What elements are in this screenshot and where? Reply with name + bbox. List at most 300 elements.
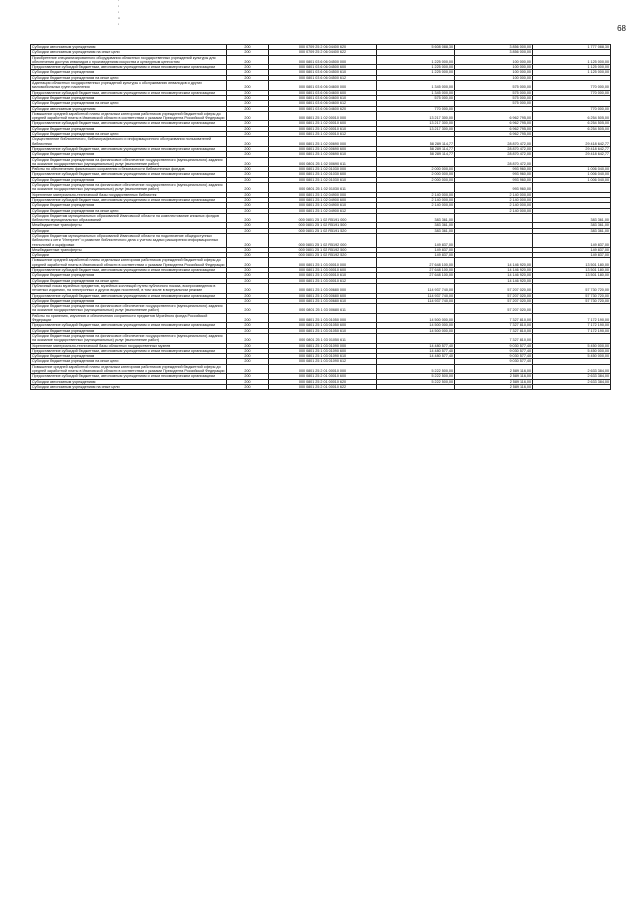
row-executed: 28 870 472,00 — [455, 146, 533, 151]
row-unexecuted: 149 837,00 — [533, 253, 611, 258]
row-unexecuted: 13 501 180,00 — [533, 273, 611, 278]
row-admin-code: 200 — [227, 152, 269, 157]
row-name: Повышение средней заработной платы отдельным категориям работников учреждений бюджетной сферы до средней заработной платы в Ивановской области в соответствии с указами Президента Российской Федерации — [31, 111, 227, 121]
row-approved: 14 480 577,40 — [377, 354, 455, 359]
row-approved: 13 217 300,00 — [377, 111, 455, 121]
table-row — [31, 197, 611, 202]
row-approved: 149 837,00 — [377, 253, 455, 258]
row-name: Субсидии автономным учреждениям на иные цели — [31, 50, 227, 55]
row-admin-code: 200 — [227, 137, 269, 147]
row-approved: 1 225 000,00 — [377, 65, 455, 70]
row-admin-code: 200 — [227, 364, 269, 374]
row-budget-code: 000 0801 25 1 03 00680 610 — [269, 298, 377, 303]
row-unexecuted: 5 450 000,00 — [533, 354, 611, 359]
row-approved: 575 000,00 — [377, 95, 455, 100]
row-unexecuted: 57 730 720,00 — [533, 298, 611, 303]
row-name: Повышение средней заработной платы отдельным категориям работников учреждений бюджетной сферы до средней заработной платы в Ивановской области в соответствии с указами Президента Российской Федерации — [31, 364, 227, 374]
row-name: Субсидии бюджетным учреждениям на иные цели — [31, 208, 227, 213]
row-approved: 770 000,00 — [377, 106, 455, 111]
row-name: Предоставление субсидий бюджетным, автономным учреждениям и иным некоммерческим организациям — [31, 374, 227, 379]
row-unexecuted: 770 000,00 — [533, 90, 611, 95]
row-approved: 58 289 114,77 — [377, 146, 455, 151]
row-unexecuted: 29 418 642,77 — [533, 152, 611, 157]
row-approved: 2 000 000,00 — [377, 172, 455, 177]
row-executed: 57 207 020,00 — [455, 293, 533, 298]
row-unexecuted: 1 777 088,30 — [533, 45, 611, 50]
row-admin-code: 200 — [227, 157, 269, 167]
table-row — [31, 293, 611, 298]
row-unexecuted: 383 361,00 — [533, 223, 611, 228]
table-row — [31, 233, 611, 247]
row-budget-code: 000 0801 25 1 02 04900 600 — [269, 197, 377, 202]
row-name: Предоставление субсидий бюджетным, автономным учреждениям и иным некоммерческим организациям — [31, 197, 227, 202]
row-budget-code: 000 0801 25 2 01 00010 622 — [269, 384, 377, 389]
table-row — [31, 146, 611, 151]
row-admin-code: 200 — [227, 304, 269, 314]
row-admin-code: 200 — [227, 213, 269, 223]
row-budget-code: 000 0801 25 1 02 00690 610 — [269, 152, 377, 157]
row-name: Субсидии бюджетным учреждениям — [31, 328, 227, 333]
row-executed: 2 140 000,00 — [455, 208, 533, 213]
row-executed: 57 207 020,00 — [455, 304, 533, 314]
row-unexecuted: 1 125 000,00 — [533, 55, 611, 65]
table-row — [31, 192, 611, 197]
table-row — [31, 167, 611, 172]
row-executed: 3 856 000,00 — [455, 45, 533, 50]
row-admin-code: 200 — [227, 283, 269, 293]
row-executed: 57 207 020,00 — [455, 298, 533, 303]
row-executed: 100 000,00 — [455, 65, 533, 70]
row-budget-code: 000 0801 25 1 03 01050 610 — [269, 328, 377, 333]
row-name: Субсидии бюджетным учреждениям — [31, 95, 227, 100]
row-approved: 114 937 740,00 — [377, 298, 455, 303]
row-unexecuted: 770 000,00 — [533, 106, 611, 111]
table-row — [31, 323, 611, 328]
row-budget-code: 000 0801 25 1 03 01090 000 — [269, 343, 377, 348]
row-approved: 58 289 114,77 — [377, 152, 455, 157]
row-approved: 149 837,00 — [377, 233, 455, 247]
row-unexecuted: 2 633 384,00 — [533, 364, 611, 374]
row-name: Предоставление субсидий бюджетным, автономным учреждениям и иным некоммерческим организациям — [31, 65, 227, 70]
row-admin-code: 200 — [227, 328, 269, 333]
row-approved: 2 140 000,00 — [377, 197, 455, 202]
row-approved: 5 222 500,00 — [377, 374, 455, 379]
row-admin-code: 200 — [227, 298, 269, 303]
table-row — [31, 208, 611, 213]
row-admin-code: 200 — [227, 81, 269, 91]
row-executed: 2 589 116,00 — [455, 374, 533, 379]
row-budget-code: 000 0801 25 1 03 00680 000 — [269, 283, 377, 293]
row-executed: 2 140 000,00 — [455, 192, 533, 197]
row-budget-code: 000 0801 03 6 06 04600 620 — [269, 106, 377, 111]
row-unexecuted: 29 418 642,77 — [533, 137, 611, 147]
row-budget-code: 000 0801 25 1 03 01090 600 — [269, 348, 377, 353]
row-name: Субсидии автономным учреждениям на иные цели — [31, 384, 227, 389]
row-approved: 14 480 577,40 — [377, 348, 455, 353]
row-budget-code: 000 0801 03 6 06 04600 610 — [269, 95, 377, 100]
row-unexecuted: 149 837,00 — [533, 247, 611, 252]
row-admin-code: 200 — [227, 258, 269, 268]
row-name: Субсидии бюджетным учреждениям на финансовое обеспечение государственного (муниципального) задания на оказание государственных (муниципальных) услуг (выполнение работ) — [31, 333, 227, 343]
row-name: Субсидии — [31, 253, 227, 258]
row-budget-code: 000 0801 25 1 02 R5191 520 — [269, 228, 377, 233]
row-budget-code: 000 0801 25 1 03 00010 610 — [269, 273, 377, 278]
budget-table — [30, 44, 611, 390]
row-approved: 14 500 000,00 — [377, 328, 455, 333]
row-admin-code: 200 — [227, 223, 269, 228]
row-budget-code: 000 0801 25 1 02 01030 600 — [269, 172, 377, 177]
row-approved: 14 480 577,40 — [377, 343, 455, 348]
table-row — [31, 364, 611, 374]
row-name: Предоставление субсидий бюджетным, автономным учреждениям и иным некоммерческим организациям — [31, 172, 227, 177]
row-executed: 2 140 000,00 — [455, 197, 533, 202]
row-executed: 9 030 577,40 — [455, 343, 533, 348]
row-executed: 14 146 920,00 — [455, 268, 533, 273]
row-admin-code: 200 — [227, 167, 269, 172]
table-row — [31, 333, 611, 343]
row-budget-code: 000 0801 25 1 03 01050 611 — [269, 333, 377, 343]
table-row — [31, 81, 611, 91]
row-unexecuted: 2 633 384,00 — [533, 374, 611, 379]
row-admin-code: 200 — [227, 374, 269, 379]
row-budget-code: 000 0801 25 1 02 00010 600 — [269, 121, 377, 126]
table-row — [31, 132, 611, 137]
row-budget-code: 000 0709 25 2 06 04400 622 — [269, 50, 377, 55]
row-name: Публичный показ музейных предметов, музейных коллекций путем публичного показа, воспроизведения в печатных изданиях, на электронных и других видах носителей, в том числе в виртуальном режиме — [31, 283, 227, 293]
row-approved: 2 140 000,00 — [377, 203, 455, 208]
row-executed: 7 327 810,00 — [455, 323, 533, 328]
row-admin-code: 200 — [227, 348, 269, 353]
row-admin-code: 200 — [227, 132, 269, 137]
row-admin-code: 200 — [227, 101, 269, 106]
row-unexecuted: 1 006 040,00 — [533, 172, 611, 177]
scan-marks: ' ' ' '' ' — [118, 0, 121, 30]
row-admin-code: 200 — [227, 354, 269, 359]
row-budget-code: 000 0801 25 1 02 R5192 500 — [269, 247, 377, 252]
row-admin-code: 200 — [227, 323, 269, 328]
row-name: Предоставление субсидий бюджетным, автономным учреждениям и иным некоммерческим организациям — [31, 348, 227, 353]
row-name: Субсидии бюджетным учреждениям на иные цели — [31, 278, 227, 283]
row-admin-code: 200 — [227, 359, 269, 364]
table-row — [31, 384, 611, 389]
row-approved: 1 345 000,00 — [377, 90, 455, 95]
row-budget-code: 000 0801 03 6 06 04600 612 — [269, 101, 377, 106]
row-name: Адаптация областных государственных учреждений культуры к обслуживанию инвалидов и других маломобильных групп населения — [31, 81, 227, 91]
row-budget-code: 000 0801 25 1 02 R5192 520 — [269, 253, 377, 258]
row-approved: 5 222 500,00 — [377, 379, 455, 384]
row-approved — [377, 183, 455, 193]
row-admin-code: 200 — [227, 253, 269, 258]
row-budget-code: 000 0801 25 1 03 01090 612 — [269, 359, 377, 364]
row-budget-code: 000 0801 25 1 02 04900 610 — [269, 203, 377, 208]
row-admin-code: 200 — [227, 126, 269, 131]
table-row — [31, 50, 611, 55]
table-row — [31, 258, 611, 268]
row-executed: 2 140 000,00 — [455, 203, 533, 208]
row-budget-code: 000 0801 25 2 01 00010 620 — [269, 379, 377, 384]
row-admin-code: 200 — [227, 106, 269, 111]
row-executed: 57 207 020,00 — [455, 283, 533, 293]
row-name: Субсидии бюджетным учреждениям на финансовое обеспечение государственного (муниципального) задания на оказание государственных (муниципальных) услуг (выполнение работ) — [31, 157, 227, 167]
row-admin-code: 200 — [227, 146, 269, 151]
row-name: Субсидии автономным учреждениям — [31, 45, 227, 50]
row-approved: 114 937 740,00 — [377, 293, 455, 298]
table-row — [31, 172, 611, 177]
page-number: 68 — [617, 24, 626, 33]
row-budget-code: 000 0801 03 6 06 04500 000 — [269, 55, 377, 65]
row-budget-code: 000 0801 03 6 06 04500 610 — [269, 70, 377, 75]
row-unexecuted: 5 450 000,00 — [533, 348, 611, 353]
row-budget-code: 000 0801 25 1 03 00010 600 — [269, 268, 377, 273]
row-budget-code: 000 0801 25 1 02 00690 600 — [269, 146, 377, 151]
row-budget-code: 000 0801 25 1 02 01030 000 — [269, 167, 377, 172]
row-unexecuted: 5 450 000,00 — [533, 343, 611, 348]
row-executed: 7 327 810,00 — [455, 333, 533, 343]
row-admin-code: 200 — [227, 293, 269, 298]
row-approved: 2 140 000,00 — [377, 192, 455, 197]
row-executed: 28 870 472,00 — [455, 152, 533, 157]
row-unexecuted — [533, 183, 611, 193]
row-executed: 6 962 795,00 — [455, 126, 533, 131]
row-budget-code: 000 0801 25 1 02 00690 000 — [269, 137, 377, 147]
table-row — [31, 157, 611, 167]
row-budget-code: 000 0801 03 6 06 04600 000 — [269, 81, 377, 91]
table-row — [31, 101, 611, 106]
row-unexecuted: 6 254 505,00 — [533, 121, 611, 126]
row-approved: 58 289 114,77 — [377, 137, 455, 147]
row-executed: 14 146 920,00 — [455, 278, 533, 283]
row-unexecuted: 383 361,00 — [533, 213, 611, 223]
row-unexecuted: 6 254 505,00 — [533, 126, 611, 131]
row-name: Приобретение специализированного оборудования областных государственных учреждений культуры для обеспечения доступа инвалидов к произведениям искусства и культурным ценностям — [31, 55, 227, 65]
row-admin-code: 200 — [227, 333, 269, 343]
row-budget-code: 000 0801 25 1 02 04900 000 — [269, 192, 377, 197]
row-unexecuted: 6 254 505,00 — [533, 111, 611, 121]
row-executed: 6 962 795,00 — [455, 111, 533, 121]
row-name: Межбюджетные трансферты — [31, 223, 227, 228]
row-executed: 3 856 000,00 — [455, 50, 533, 55]
row-executed: 575 000,00 — [455, 95, 533, 100]
row-admin-code: 200 — [227, 247, 269, 252]
table-row — [31, 65, 611, 70]
row-budget-code: 000 0801 25 1 03 01050 600 — [269, 323, 377, 328]
row-executed: 14 146 920,00 — [455, 273, 533, 278]
row-budget-code: 000 0801 25 1 03 00010 000 — [269, 258, 377, 268]
row-admin-code: 200 — [227, 343, 269, 348]
row-name: Субсидии бюджетным учреждениям — [31, 177, 227, 182]
table-row — [31, 283, 611, 293]
row-admin-code: 200 — [227, 313, 269, 323]
row-executed: 7 327 810,00 — [455, 313, 533, 323]
row-unexecuted: 383 361,00 — [533, 228, 611, 233]
row-name: Субсидии бюджетным учреждениям — [31, 152, 227, 157]
row-unexecuted: 1 125 000,00 — [533, 70, 611, 75]
row-name: Субсидии бюджетным учреждениям — [31, 298, 227, 303]
row-budget-code: 000 0801 25 1 03 00010 612 — [269, 278, 377, 283]
row-name: Субсидии бюджетным учреждениям — [31, 126, 227, 131]
row-executed: 100 000,00 — [455, 70, 533, 75]
table-row — [31, 137, 611, 147]
table-row — [31, 268, 611, 273]
row-name: Предоставление субсидий бюджетным, автономным учреждениям и иным некоммерческим организациям — [31, 90, 227, 95]
row-budget-code: 000 0801 25 1 02 R5191 000 — [269, 213, 377, 223]
row-name: Субсидия бюджетам муниципальных образований Ивановской области на комплектование книжных фондов библиотек муниципальных образований — [31, 213, 227, 223]
row-approved — [377, 157, 455, 167]
row-admin-code: 200 — [227, 121, 269, 126]
row-unexecuted: 57 730 720,00 — [533, 293, 611, 298]
row-admin-code: 200 — [227, 55, 269, 65]
row-budget-code: 000 0801 25 1 02 01030 610 — [269, 177, 377, 182]
row-unexecuted — [533, 157, 611, 167]
row-executed: 6 962 795,00 — [455, 132, 533, 137]
row-budget-code: 000 0801 25 1 02 00010 000 — [269, 111, 377, 121]
row-approved: 27 648 100,00 — [377, 258, 455, 268]
row-executed: 993 960,00 — [455, 177, 533, 182]
row-admin-code: 200 — [227, 75, 269, 80]
row-executed: 2 589 116,00 — [455, 384, 533, 389]
row-unexecuted — [533, 333, 611, 343]
row-admin-code: 200 — [227, 183, 269, 193]
row-name: Субсидии бюджетным учреждениям — [31, 70, 227, 75]
table-row — [31, 278, 611, 283]
row-unexecuted: 2 633 384,00 — [533, 379, 611, 384]
row-name: Субсидии автономным учреждениям — [31, 379, 227, 384]
row-approved: 14 500 000,00 — [377, 323, 455, 328]
row-admin-code: 200 — [227, 208, 269, 213]
row-name: Субсидии — [31, 228, 227, 233]
row-unexecuted: 1 006 040,00 — [533, 177, 611, 182]
row-admin-code: 200 — [227, 379, 269, 384]
row-name: Субсидии бюджетным учреждениям на иные цели — [31, 132, 227, 137]
table-row — [31, 111, 611, 121]
row-unexecuted: 57 730 720,00 — [533, 283, 611, 293]
row-name: Предоставление субсидий бюджетным, автономным учреждениям и иным некоммерческим организациям — [31, 121, 227, 126]
row-budget-code: 000 0801 25 1 02 R5192 000 — [269, 233, 377, 247]
row-admin-code: 200 — [227, 203, 269, 208]
row-executed: 14 146 920,00 — [455, 258, 533, 268]
row-admin-code: 200 — [227, 50, 269, 55]
row-unexecuted — [533, 384, 611, 389]
row-approved: 114 937 740,00 — [377, 283, 455, 293]
row-approved — [377, 333, 455, 343]
row-name: Работы по обеспечению физического сохранения и безопасности библиотечных фондов — [31, 167, 227, 172]
row-admin-code: 200 — [227, 192, 269, 197]
row-approved: 5 222 500,00 — [377, 364, 455, 374]
row-admin-code: 200 — [227, 65, 269, 70]
row-approved: 383 361,00 — [377, 213, 455, 223]
row-name: Осуществление библиотечного, библиографического и информационного обслуживания пользователей библиотеки — [31, 137, 227, 147]
row-executed: 100 000,00 — [455, 55, 533, 65]
row-executed: 2 589 116,00 — [455, 379, 533, 384]
table-row — [31, 359, 611, 364]
row-name: Повышение средней заработной платы отдельным категориям работников учреждений бюджетной сферы до средней заработной платы в Ивановской области в соответствии с указами Президента Российской Федерации — [31, 258, 227, 268]
row-name: Предоставление субсидий бюджетным, автономным учреждениям и иным некоммерческим организациям — [31, 323, 227, 328]
row-approved: 2 000 000,00 — [377, 167, 455, 172]
table-row — [31, 183, 611, 193]
row-unexecuted: 7 172 190,00 — [533, 313, 611, 323]
row-budget-code: 000 0801 03 6 06 04500 600 — [269, 65, 377, 70]
row-unexecuted: 1 125 000,00 — [533, 65, 611, 70]
row-approved: 27 648 100,00 — [377, 268, 455, 273]
row-executed: 575 000,00 — [455, 101, 533, 106]
row-admin-code: 200 — [227, 111, 269, 121]
table-row — [31, 313, 611, 323]
row-executed: 100 000,00 — [455, 75, 533, 80]
row-executed: 9 030 577,40 — [455, 348, 533, 353]
table-row — [31, 304, 611, 314]
row-name: Субсидии бюджетным учреждениям на иные цели — [31, 101, 227, 106]
row-admin-code: 200 — [227, 384, 269, 389]
table-row — [31, 121, 611, 126]
row-approved — [377, 304, 455, 314]
row-admin-code: 200 — [227, 268, 269, 273]
row-name: Субсидии бюджетным учреждениям — [31, 354, 227, 359]
row-unexecuted: 1 006 040,00 — [533, 167, 611, 172]
row-unexecuted: 13 501 180,00 — [533, 258, 611, 268]
row-name: Субсидии бюджетным учреждениям — [31, 203, 227, 208]
row-name: Предоставление субсидий бюджетным, автономным учреждениям и иным некоммерческим организациям — [31, 146, 227, 151]
row-approved: 383 361,00 — [377, 223, 455, 228]
row-admin-code: 200 — [227, 273, 269, 278]
row-name: Субсидии бюджетным учреждениям на иные цели — [31, 359, 227, 364]
row-budget-code: 000 0801 25 2 01 00010 000 — [269, 364, 377, 374]
row-approved: 1 345 000,00 — [377, 81, 455, 91]
row-executed: 7 327 810,00 — [455, 328, 533, 333]
row-unexecuted: 770 000,00 — [533, 81, 611, 91]
row-admin-code: 200 — [227, 233, 269, 247]
row-budget-code: 000 0801 25 1 02 00010 612 — [269, 132, 377, 137]
row-executed: 575 000,00 — [455, 81, 533, 91]
row-name: Субсидии бюджетным учреждениям на финансовое обеспечение государственного (муниципального) задания на оказание государственных (муниципальных) услуг (выполнение работ) — [31, 304, 227, 314]
row-unexecuted: 7 172 190,00 — [533, 323, 611, 328]
row-name: Межбюджетные трансферты — [31, 247, 227, 252]
row-admin-code: 200 — [227, 177, 269, 182]
row-approved: 2 000 000,00 — [377, 177, 455, 182]
row-executed: 993 960,00 — [455, 183, 533, 193]
row-budget-code: 000 0801 25 1 02 00690 611 — [269, 157, 377, 167]
row-executed: 575 000,00 — [455, 90, 533, 95]
row-approved: 14 500 000,00 — [377, 313, 455, 323]
row-admin-code: 200 — [227, 197, 269, 202]
row-unexecuted — [533, 304, 611, 314]
row-budget-code: 000 0801 25 2 01 00010 600 — [269, 374, 377, 379]
table-row — [31, 55, 611, 65]
row-budget-code: 000 0801 25 1 03 01090 610 — [269, 354, 377, 359]
row-name: Укрепление материально-технической базы государственных библиотек — [31, 192, 227, 197]
row-admin-code: 200 — [227, 278, 269, 283]
row-unexecuted: 149 837,00 — [533, 233, 611, 247]
row-budget-code: 000 0801 25 1 03 00680 600 — [269, 293, 377, 298]
table-row — [31, 75, 611, 80]
row-budget-code: 000 0709 25 2 06 04400 620 — [269, 45, 377, 50]
row-budget-code: 000 0801 25 1 02 04900 612 — [269, 208, 377, 213]
row-admin-code: 200 — [227, 228, 269, 233]
row-executed: 6 962 795,00 — [455, 121, 533, 126]
row-name: Укрепление материально-технической базы областных государственных музеев — [31, 343, 227, 348]
row-approved: 5 608 088,30 — [377, 45, 455, 50]
row-name: Субсидии бюджетным учреждениям на иные цели — [31, 75, 227, 80]
row-name: Субсидии бюджетным учреждениям — [31, 273, 227, 278]
table-row — [31, 343, 611, 348]
row-name: Субсидии автономным учреждениям — [31, 106, 227, 111]
row-admin-code: 200 — [227, 172, 269, 177]
row-budget-code: 000 0801 25 1 02 R5191 500 — [269, 223, 377, 228]
row-approved: 13 217 300,00 — [377, 121, 455, 126]
row-approved: 13 217 300,00 — [377, 126, 455, 131]
row-unexecuted: 29 418 642,77 — [533, 146, 611, 151]
row-budget-code: 000 0801 25 1 03 00680 611 — [269, 304, 377, 314]
row-budget-code: 000 0801 03 6 06 04500 612 — [269, 75, 377, 80]
